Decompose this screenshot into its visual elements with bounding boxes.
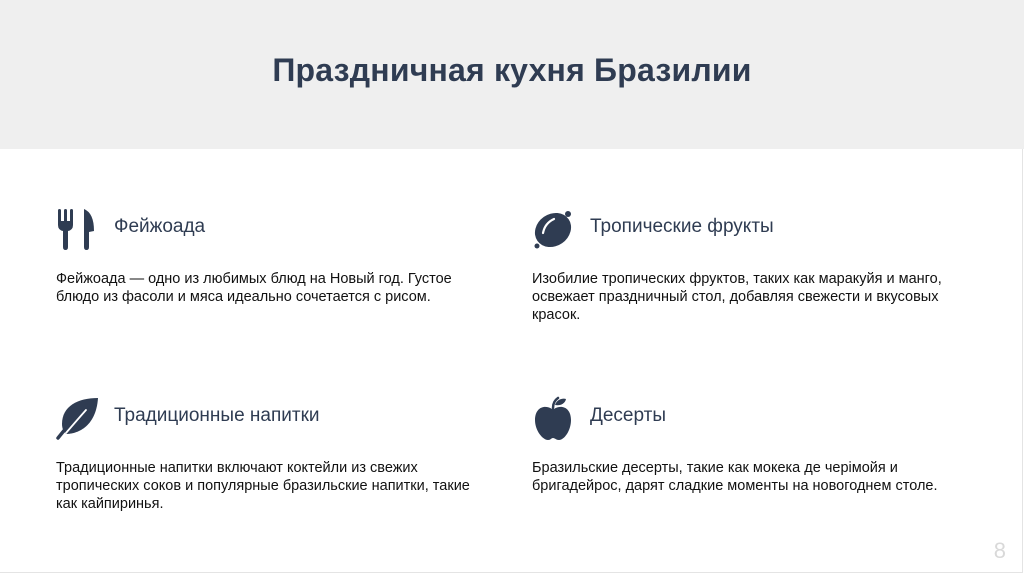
card-heading: Традиционные напитки xyxy=(114,405,320,426)
card-text: Фейжоада — одно из любимых блюд на Новый год. Густое блюдо из фасоли и мяса идеально сочетается с рисом. xyxy=(56,271,452,305)
card-heading: Фейжоада xyxy=(114,216,206,237)
leaf-icon xyxy=(56,396,100,440)
card-text: Традиционные напитки включают коктейли из свежих тропических соков и популярные бразильские напитки, такие как кайпиринья. xyxy=(56,460,470,512)
card-text: Бразильские десерты, такие как мокека де черімойя и бригадейрос, дарят сладкие моменты на новогоднем столе. xyxy=(532,460,938,494)
title-band xyxy=(0,0,1024,149)
card-text: Изобилие тропических фруктов, таких как маракуйя и манго, освежает праздничный стол, добавляя свежести и вкусовых красок. xyxy=(532,271,942,323)
card-heading: Тропические фрукты xyxy=(590,216,774,237)
slide-title: Праздничная кухня Бразилии xyxy=(272,52,752,88)
fork-knife-icon xyxy=(56,207,100,251)
apple-icon xyxy=(532,396,576,440)
card-heading: Десерты xyxy=(590,405,667,426)
page-number: 8 xyxy=(993,538,1006,563)
lemon-icon xyxy=(532,207,576,251)
